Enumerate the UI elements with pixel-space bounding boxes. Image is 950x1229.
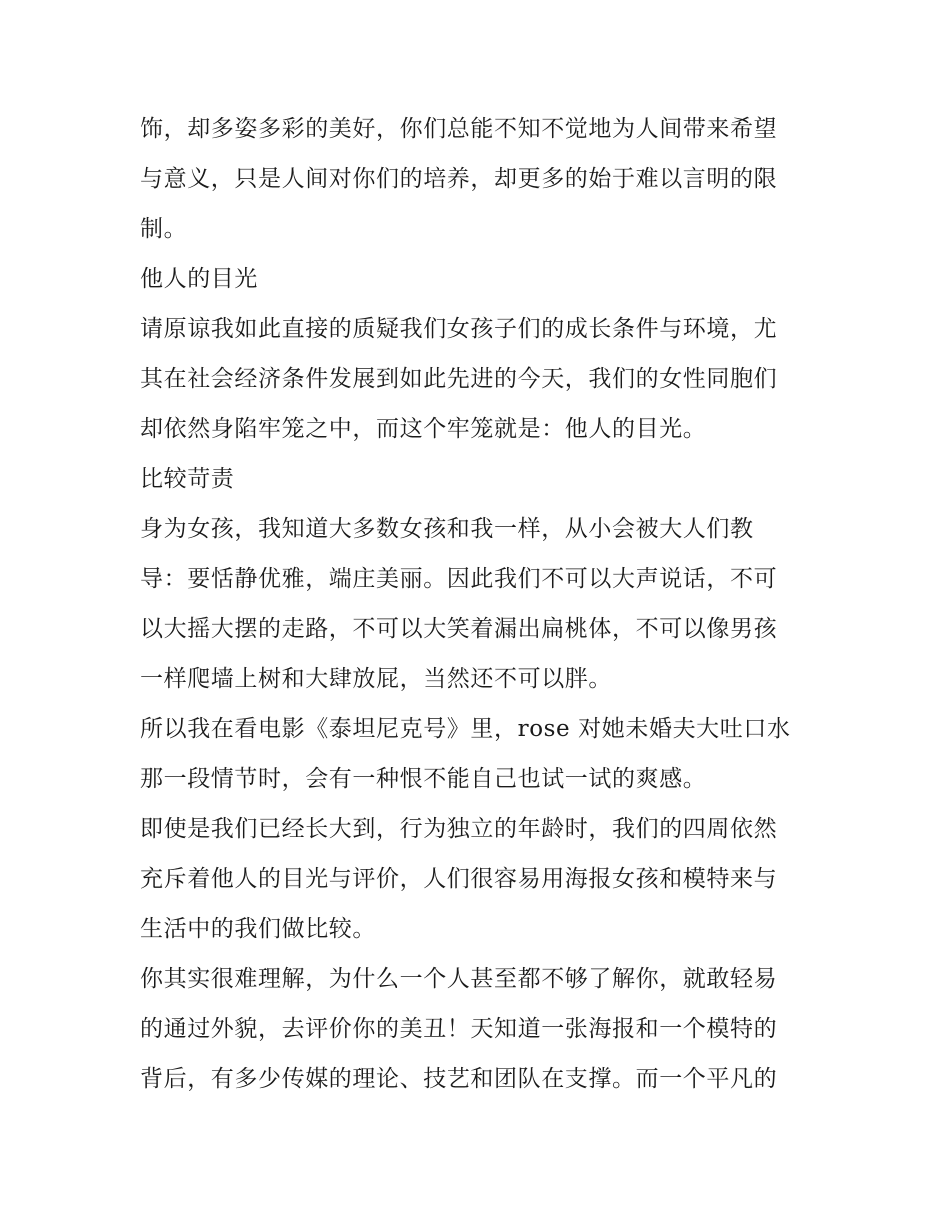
document-page bbox=[140, 104, 820, 1104]
text-line: 的通过外貌，去评价你的美丑！天知道一张海报和一个模特的 bbox=[140, 1016, 778, 1042]
text-line: 即使是我们已经长大到，行为独立的年龄时，我们的四周依然 bbox=[140, 816, 778, 842]
paragraph-titanic bbox=[140, 704, 820, 804]
text-line: 请原谅我如此直接的质疑我们女孩子们的成长条件与环境，尤 bbox=[140, 316, 778, 342]
paragraph-intro-continuation bbox=[140, 104, 820, 254]
text-line: 一样爬墙上树和大肆放屁，当然还不可以胖。 bbox=[140, 666, 612, 692]
text-line: 制。 bbox=[140, 216, 188, 242]
heading-text: 比较苛责 bbox=[140, 466, 235, 492]
text-line: 所以我在看电影《泰坦尼克号》里，rose 对她未婚夫大吐口水 bbox=[140, 716, 791, 742]
paragraph-judging-looks bbox=[140, 954, 820, 1104]
text-line: 导：要恬静优雅，端庄美丽。因此我们不可以大声说话，不可 bbox=[140, 566, 778, 592]
text-line: 却依然身陷牢笼之中，而这个牢笼就是：他人的目光。 bbox=[140, 416, 707, 442]
heading-text: 他人的目光 bbox=[140, 266, 258, 292]
text-line: 充斥着他人的目光与评价，人们很容易用海报女孩和模特来与 bbox=[140, 866, 778, 892]
text-line: 你其实很难理解，为什么一个人甚至都不够了解你，就敢轻易 bbox=[140, 966, 778, 992]
text-line: 其在社会经济条件发展到如此先进的今天，我们的女性同胞们 bbox=[140, 366, 778, 392]
paragraph-cage bbox=[140, 304, 820, 454]
text-line: 与意义，只是人间对你们的培养，却更多的始于难以言明的限 bbox=[140, 166, 778, 192]
heading-others-gaze bbox=[140, 254, 820, 304]
text-line: 身为女孩，我知道大多数女孩和我一样，从小会被大人们教 bbox=[140, 516, 754, 542]
heading-harsh-comparison bbox=[140, 454, 820, 504]
text-line: 背后，有多少传媒的理论、技艺和团队在支撑。而一个平凡的 bbox=[140, 1066, 778, 1092]
text-line: 那一段情节时，会有一种恨不能自己也试一试的爽感。 bbox=[140, 766, 707, 792]
text-line: 饰，却多姿多彩的美好，你们总能不知不觉地为人间带来希望 bbox=[140, 116, 778, 142]
paragraph-taught-as-girl bbox=[140, 504, 820, 704]
text-line: 以大摇大摆的走路，不可以大笑着漏出扁桃体，不可以像男孩 bbox=[140, 616, 778, 642]
paragraph-grown-up bbox=[140, 804, 820, 954]
text-line: 生活中的我们做比较。 bbox=[140, 916, 376, 942]
